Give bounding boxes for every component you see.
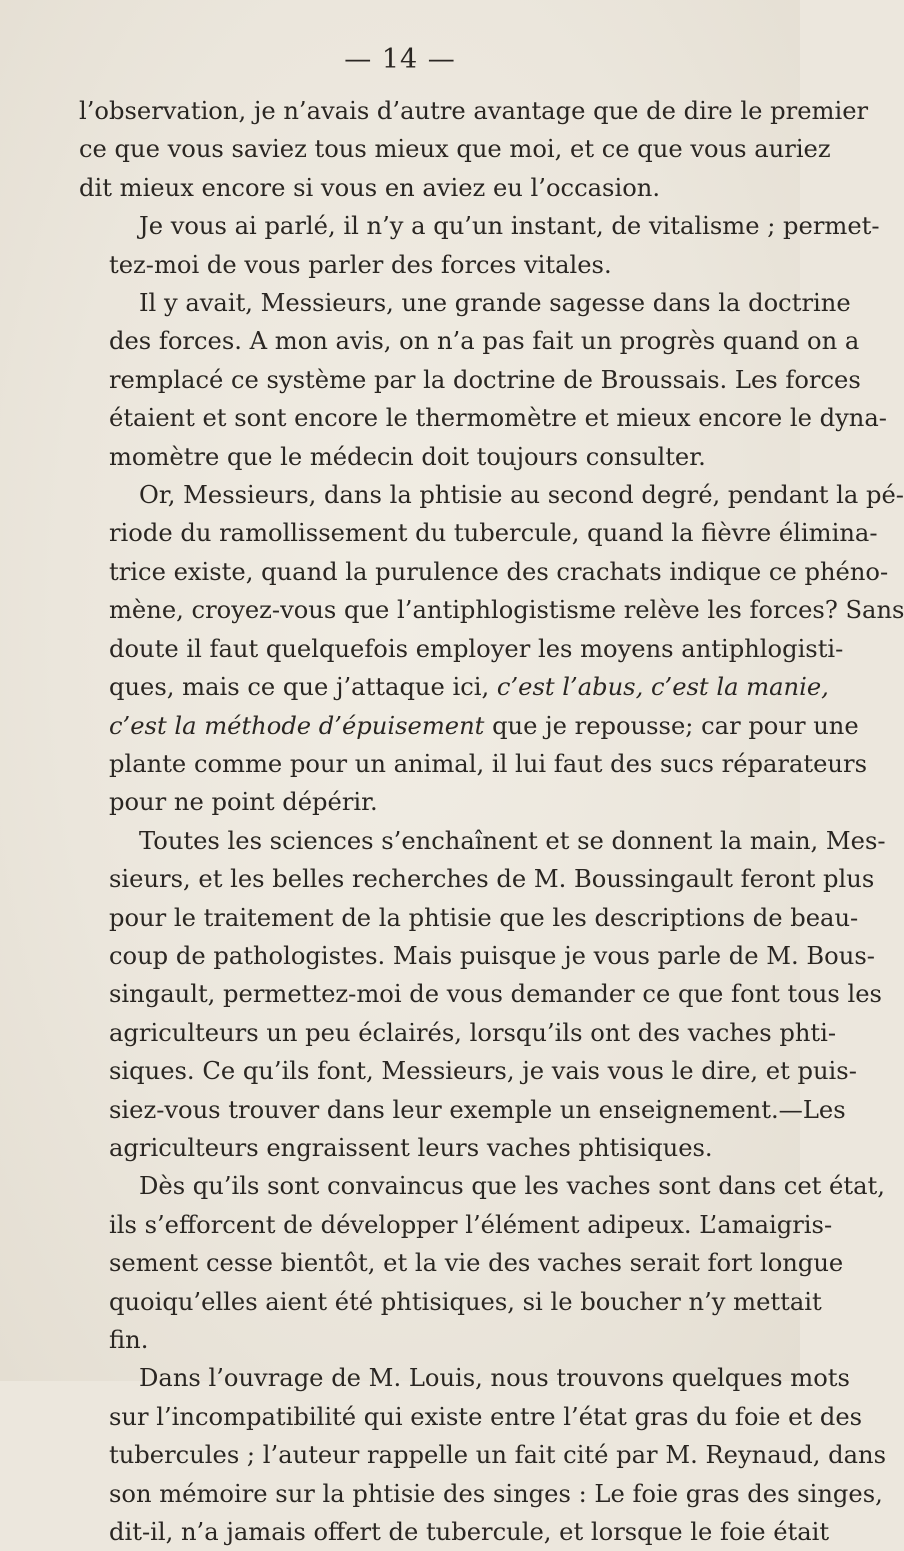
page-number: — 14 — (344, 44, 456, 75)
text-line: ques, mais ce que j’attaque ici, c’est l’abus, c’est la manie, (109, 673, 829, 702)
text-line: siez-vous trouver dans leur exemple un enseignement.—Les (109, 1095, 846, 1124)
text-line: sement cesse bientôt, et la vie des vaches serait fort longue (109, 1249, 844, 1278)
body-text (79, 92, 904, 1551)
text-line: ce que vous saviez tous mieux que moi, et ce que vous auriez (79, 135, 831, 164)
paragraph (79, 822, 886, 1168)
text-line: Dès qu’ils sont convaincus que les vaches sont dans cet état, (139, 1172, 885, 1201)
text-line: Toutes les sciences s’enchaînent et se donnent la main, Mes- (139, 826, 886, 855)
text-line: tez-moi de vous parler des forces vitales. (109, 250, 612, 279)
text-line: Je vous ai parlé, il n’y a qu’un instant, de vitalisme ; permet- (139, 212, 880, 241)
text-line: dit mieux encore si vous en aviez eu l’occasion. (79, 173, 661, 202)
text-line: agriculteurs un peu éclairés, lorsqu’ils ont des vaches phti- (109, 1018, 837, 1047)
text-line: singault, permettez-moi de vous demander ce que font tous les (109, 980, 882, 1009)
text-line: coup de pathologistes. Mais puisque je vous parle de M. Bous- (109, 941, 875, 970)
text-line: des forces. A mon avis, on n’a pas fait un progrès quand on a (109, 327, 860, 356)
paragraph (79, 1359, 886, 1551)
paragraph (79, 476, 904, 822)
text-line: siques. Ce qu’ils font, Messieurs, je vais vous le dire, et puis- (109, 1057, 857, 1086)
text-line: agriculteurs engraissent leurs vaches phtisiques. (109, 1133, 713, 1162)
paragraph (79, 284, 887, 476)
text-line: remplacé ce système par la doctrine de Broussais. Les forces (109, 365, 861, 394)
text-line: sur l’incompatibilité qui existe entre l’état gras du foie et des (109, 1402, 863, 1431)
paragraph (79, 1167, 885, 1359)
text-line: ils s’efforcent de développer l’élément adipeux. L’amaigris- (109, 1210, 833, 1239)
text-line: sieurs, et les belles recherches de M. Boussingault feront plus (109, 865, 875, 894)
paragraph (79, 207, 880, 284)
text-line: l’observation, je n’avais d’autre avantage que de dire le premier (79, 97, 869, 125)
text-line: fin. (109, 1326, 149, 1354)
text-line: doute il faut quelquefois employer les moyens antiphlogisti- (109, 634, 844, 663)
text-line: Or, Messieurs, dans la phtisie au second degré, pendant la pé- (139, 481, 904, 510)
text-line: riode du ramollissement du tubercule, quand la fièvre élimina- (109, 519, 878, 548)
paragraph (79, 92, 869, 207)
text-line: momètre que le médecin doit toujours consulter. (109, 442, 706, 471)
text-line: c’est la méthode d’épuisement que je repousse; car pour une (109, 711, 859, 740)
text-line: Dans l’ouvrage de M. Louis, nous trouvons quelques mots (139, 1364, 850, 1393)
text-line: plante comme pour un animal, il lui faut des sucs réparateurs (109, 749, 867, 778)
text-line: son mémoire sur la phtisie des singes : Le foie gras des singes, (109, 1479, 883, 1508)
text-line: dit-il, n’a jamais offert de tubercule, et lorsque le foie était (109, 1518, 830, 1547)
text-line: étaient et sont encore le thermomètre et mieux encore le dyna- (109, 404, 887, 433)
text-line: pour le traitement de la phtisie que les descriptions de beau- (109, 903, 859, 932)
text-line: trice existe, quand la purulence des crachats indique ce phéno- (109, 557, 889, 586)
text-line: pour ne point dépérir. (109, 788, 378, 817)
text-line: quoiqu’elles aient été phtisiques, si le boucher n’y mettait (109, 1287, 822, 1316)
text-line: mène, croyez-vous que l’antiphlogistisme relève les forces? Sans (109, 596, 904, 625)
text-line: tubercules ; l’auteur rappelle un fait cité par M. Reynaud, dans (109, 1441, 886, 1470)
text-line: Il y avait, Messieurs, une grande sagesse dans la doctrine (139, 289, 851, 318)
